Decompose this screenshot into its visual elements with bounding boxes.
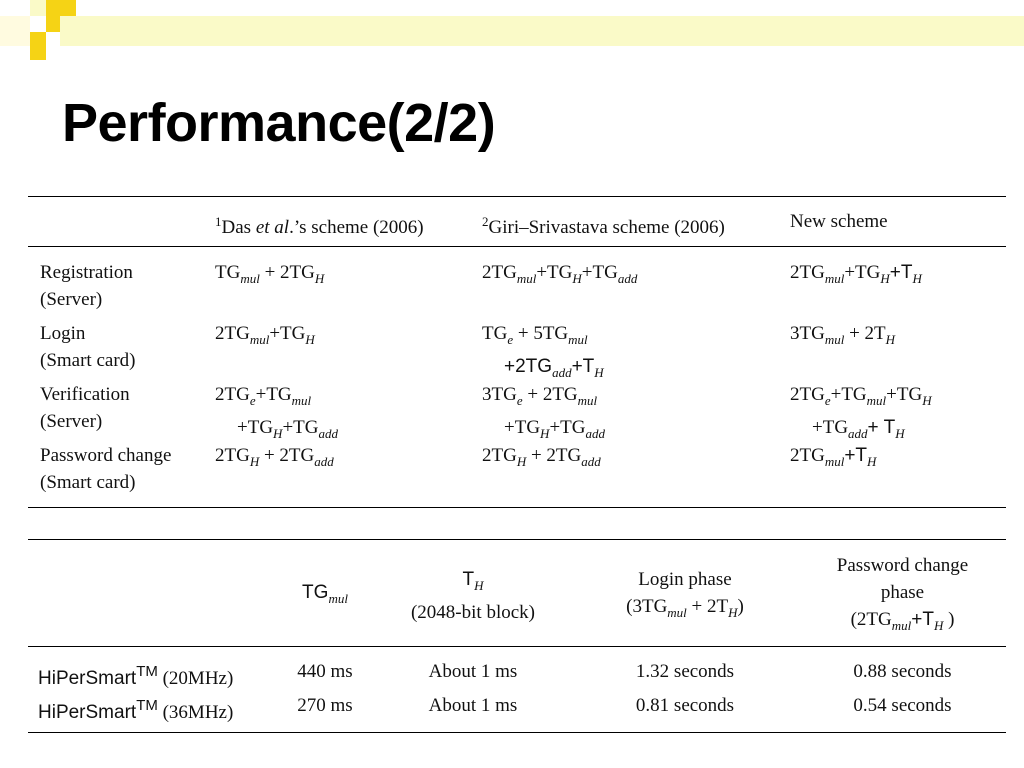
tgmul-cell: 440 ms <box>297 661 353 682</box>
cost-cell: $2TG_e+TG_{mul}$ $+TG_H+TG_{add}$ <box>215 384 338 441</box>
table-rule <box>28 196 1006 197</box>
header-tgmul: $TG_{mul}$ <box>302 582 348 606</box>
cost-cell: $2TG_H + 2TG_{add}$ <box>215 445 334 469</box>
row-label: Verification (Server) <box>40 384 130 432</box>
header-th: $T_H$ (2048-bit block) <box>410 569 535 623</box>
th-cell: About 1 ms <box>428 695 518 716</box>
password-change-cell: 0.54 seconds <box>853 695 952 716</box>
cost-cell: $TG_{mul} + 2TG_H$ <box>215 262 325 286</box>
cost-cell: $2TG_{mul}+TG_H+TG_{add}$ <box>482 262 638 286</box>
slide-title: Performance(2/2) <box>62 93 496 153</box>
header-das-scheme: $^1$Das et al.’s scheme (2006) <box>215 214 424 238</box>
th-cell: About 1 ms <box>428 661 518 682</box>
header-login-phase: Login phase $(3TG_{mul} + 2T_H)$ <box>626 569 744 620</box>
header-giri-scheme: $^2$Giri–Srivastava scheme (2006) <box>482 214 725 238</box>
row-label: Login (Smart card) <box>40 323 136 371</box>
cost-cell: $2TG_H + 2TG_{add}$ <box>482 445 601 469</box>
cost-cell: $3TG_{mul} + 2T_H$ <box>790 323 896 347</box>
row-label: Registration (Server) <box>40 262 133 310</box>
table-rule <box>28 539 1006 540</box>
tgmul-cell: 270 ms <box>297 695 353 716</box>
table-rule <box>28 507 1006 508</box>
cost-cell: $2TG_{mul}+TG_H$ <box>215 323 315 347</box>
device-cell: HiPerSmart™ (36MHz) <box>38 697 234 723</box>
table-rule <box>28 732 1006 733</box>
cost-cell: $TG_e + 5TG_{mul}$ $+2TG_{add}+T_H$ <box>482 323 604 380</box>
row-label: Password change (Smart card) <box>40 445 172 493</box>
login-cell: 0.81 seconds <box>635 695 735 716</box>
password-change-cell: 0.88 seconds <box>853 661 952 682</box>
table-rule <box>28 646 1006 647</box>
cost-cell: $2TG_{mul}+T_H$ <box>790 445 877 469</box>
login-cell: 1.32 seconds <box>635 661 735 682</box>
device-cell: HiPerSmart™ (20MHz) <box>38 663 234 689</box>
cost-cell: $2TG_e+TG_{mul}+TG_H$ $+TG_{add}+ T_H$ <box>790 384 932 441</box>
cost-cell: $3TG_e + 2TG_{mul}$ $+TG_H+TG_{add}$ <box>482 384 605 441</box>
header-password-change-phase: Password change phase ($2TG_{mul}+T_H$ ) <box>836 555 969 633</box>
header-new-scheme: New scheme <box>790 211 888 232</box>
cost-cell: $2TG_{mul}+TG_H+T_H$ <box>790 262 922 286</box>
table-rule <box>28 246 1006 247</box>
